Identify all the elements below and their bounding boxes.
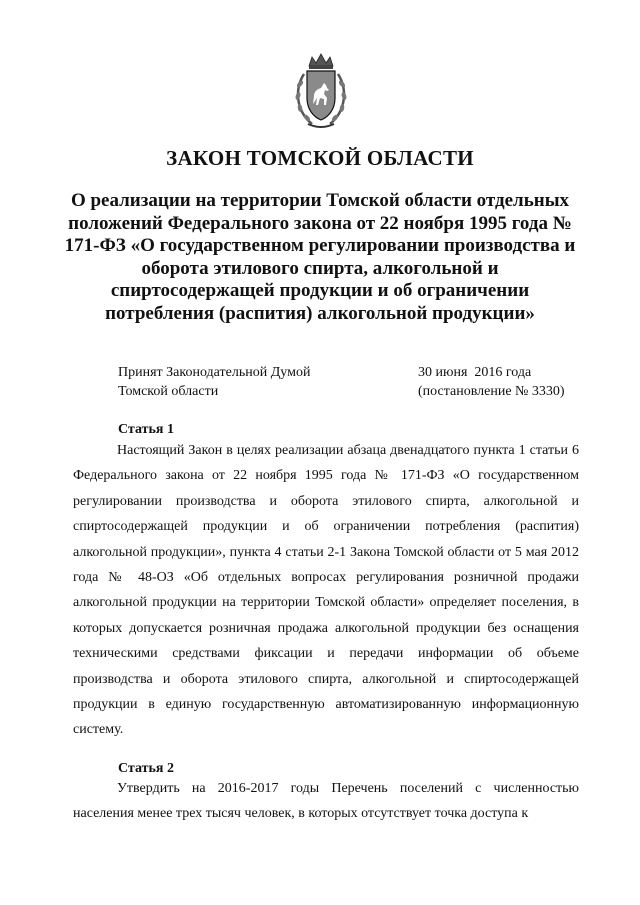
- adoption-authority-line-2: Томской области: [118, 383, 219, 399]
- tomsk-coat-of-arms-emblem: [290, 52, 352, 130]
- adoption-date: 30 июня 2016 года: [418, 365, 532, 380]
- article-1-text: Настоящий Закон в целях реализации абзаца двенадцатого пункта 1 статьи 6 Федерального закона от 22 ноября 1995 года № 171-ФЗ «О государственном регулировании производства и оборота этилового спирта, алкогольной и спиртосодержащей продукции и об ограничении потребления (распития) алкогольной продукции», пункта 4 статьи 2-1 Закона Томской области от 5 мая 2012 года № 48-ОЗ «Об отдельных вопросах регулирования розничной продажи алкогольной продукции на территории Томской области» определяет поселения, в которых допускается розничная продажа алкогольной продукции без оснащения техническими средствами фиксации и передачи информации об объеме производства и оборота этилового спирта, алкогольной и спиртосодержащей продукции в единую государственную автоматизированную информационную систему.: [73, 443, 579, 738]
- adoption-date-block: [418, 364, 565, 401]
- adoption-authority-line-1: Принят Законодательной Думой: [118, 365, 311, 380]
- resolution-number: (постановление № 3330): [418, 383, 565, 399]
- article-2-text: Утвердить на 2016-2017 годы Перечень поселений с численностью населения менее трех тысяч человек, в которых отсутствует точка доступа к: [73, 781, 579, 822]
- law-title: ЗАКОН ТОМСКОЙ ОБЛАСТИ: [166, 146, 474, 170]
- article-1-heading: Статья 1: [118, 422, 174, 437]
- adoption-authority: [118, 364, 310, 401]
- law-subtitle: О реализации на территории Томской области отдельных положений Федерального закона от 22 ноября 1995 года № 171-ФЗ «О государственном регулировании производства и оборота этилового спирта, алкогольной и спиртосодержащей продукции и об ограничении потребления (распития) алкогольной продукции»: [64, 190, 576, 324]
- article-2-heading: Статья 2: [118, 761, 174, 776]
